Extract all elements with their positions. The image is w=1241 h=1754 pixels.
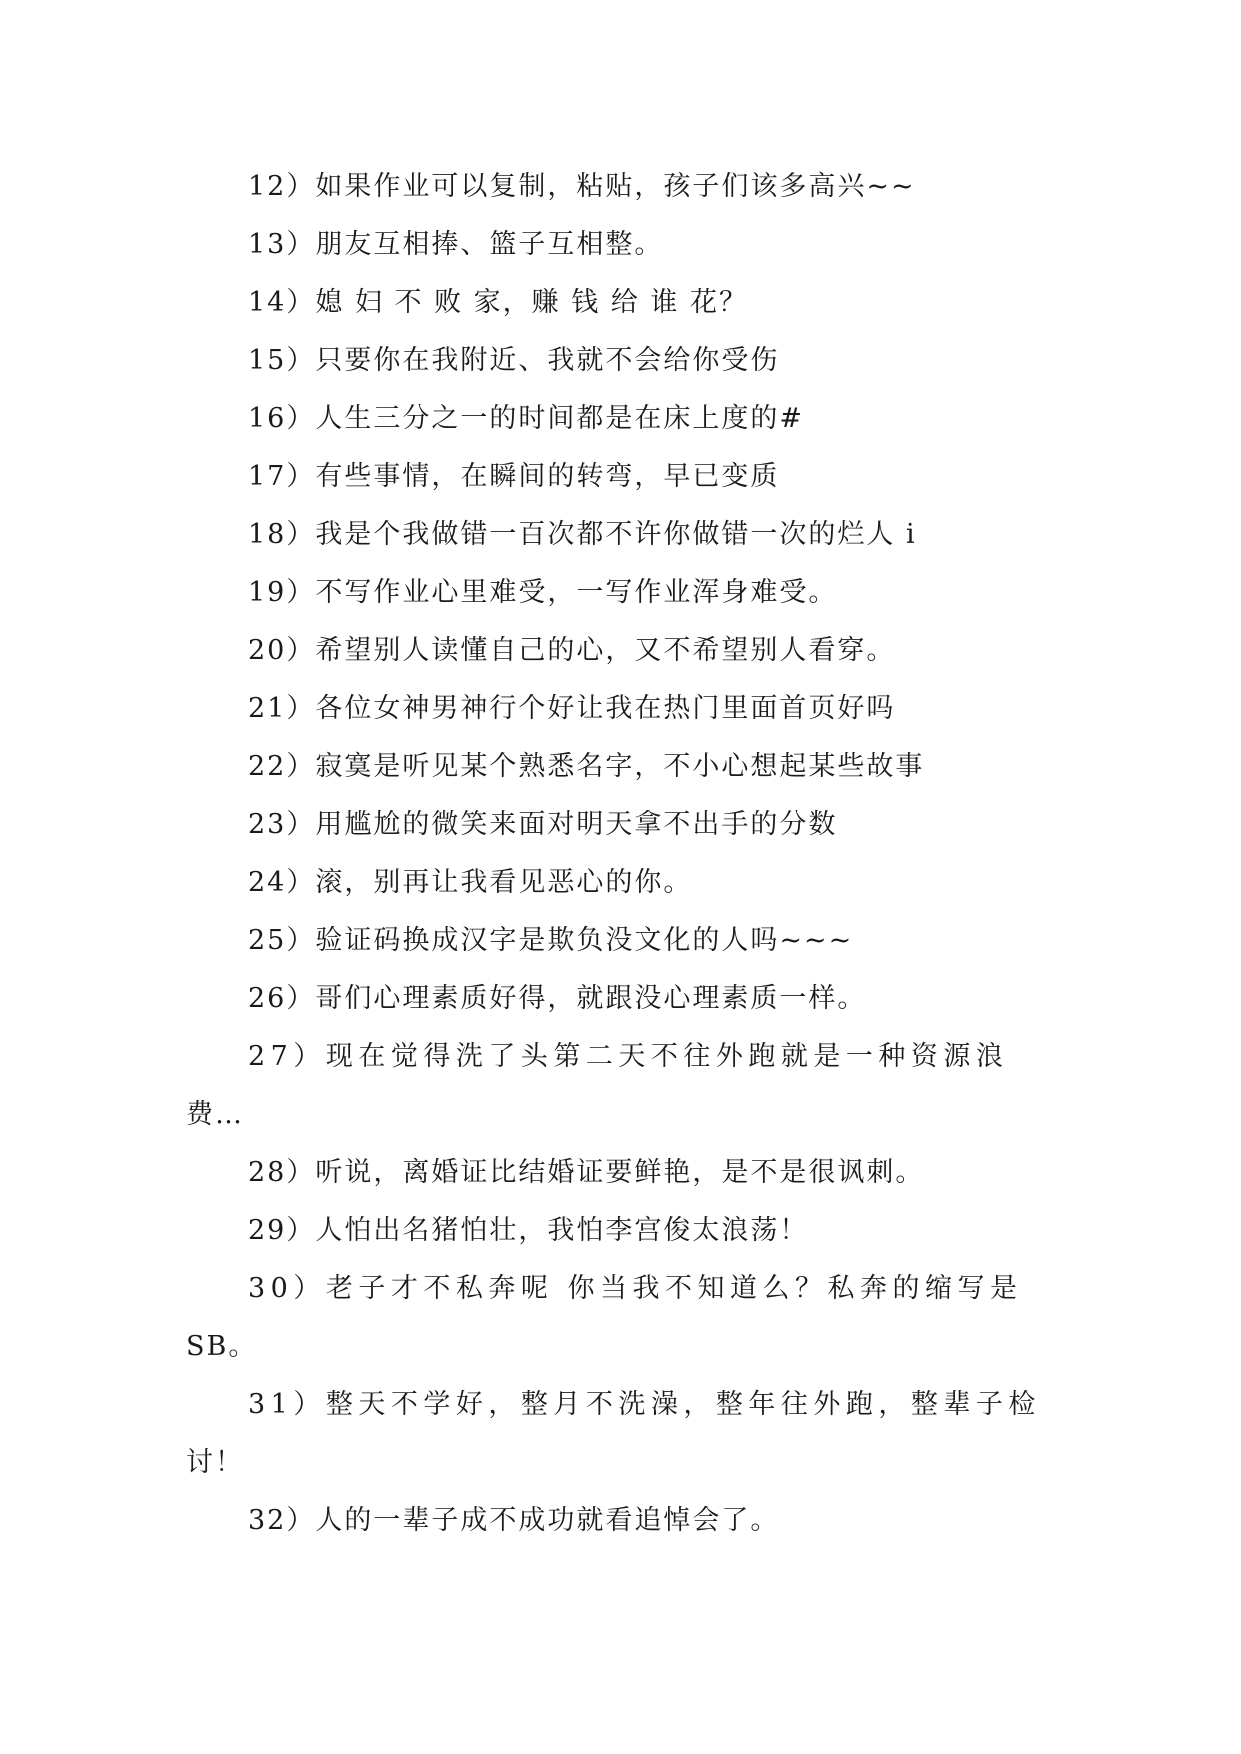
list-item: 20）希望别人读懂自己的心，又不希望别人看穿。 [248,635,896,666]
list-item: 16）人生三分之一的时间都是在床上度的# [248,403,804,434]
list-item-continuation: SB。 [186,1331,258,1362]
list-item: 31）整天不学好，整月不洗澡，整年往外跑，整辈子检 [248,1389,1041,1420]
list-item: 14）媳 妇 不 败 家，赚 钱 给 谁 花？ [248,287,749,318]
list-item: 30）老子才不私奔呢 你当我不知道么？私奔的缩写是 [248,1273,1023,1304]
list-item: 26）哥们心理素质好得，就跟没心理素质一样。 [248,983,867,1014]
list-item: 28）听说，离婚证比结婚证要鲜艳，是不是很讽刺。 [248,1157,925,1188]
list-item: 13）朋友互相捧、篮子互相整。 [248,229,664,260]
list-item: 22）寂寞是听见某个熟悉名字，不小心想起某些故事 [248,751,925,782]
document-body [186,158,1048,1550]
list-item: 12）如果作业可以复制，粘贴，孩子们该多高兴~~ [248,171,916,202]
list-item: 32）人的一辈子成不成功就看追悼会了。 [248,1505,780,1536]
list-item: 17）有些事情，在瞬间的转弯，早已变质 [248,461,780,492]
list-item: 27）现在觉得洗了头第二天不往外跑就是一种资源浪 [248,1041,1009,1072]
list-item-continuation: 费… [186,1099,244,1130]
list-item-continuation: 讨！ [186,1447,244,1478]
list-item: 24）滚，别再让我看见恶心的你。 [248,867,693,898]
list-item: 29）人怕出名猪怕壮，我怕李宫俊太浪荡！ [248,1215,809,1246]
list-item: 18）我是个我做错一百次都不许你做错一次的烂人 i [248,519,917,550]
list-item: 23）用尴尬的微笑来面对明天拿不出手的分数 [248,809,838,840]
list-item: 19）不写作业心里难受，一写作业浑身难受。 [248,577,838,608]
list-item: 25）验证码换成汉字是欺负没文化的人吗~~~ [248,925,854,956]
list-item: 21）各位女神男神行个好让我在热门里面首页好吗 [248,693,896,724]
list-item: 15）只要你在我附近、我就不会给你受伤 [248,345,780,376]
